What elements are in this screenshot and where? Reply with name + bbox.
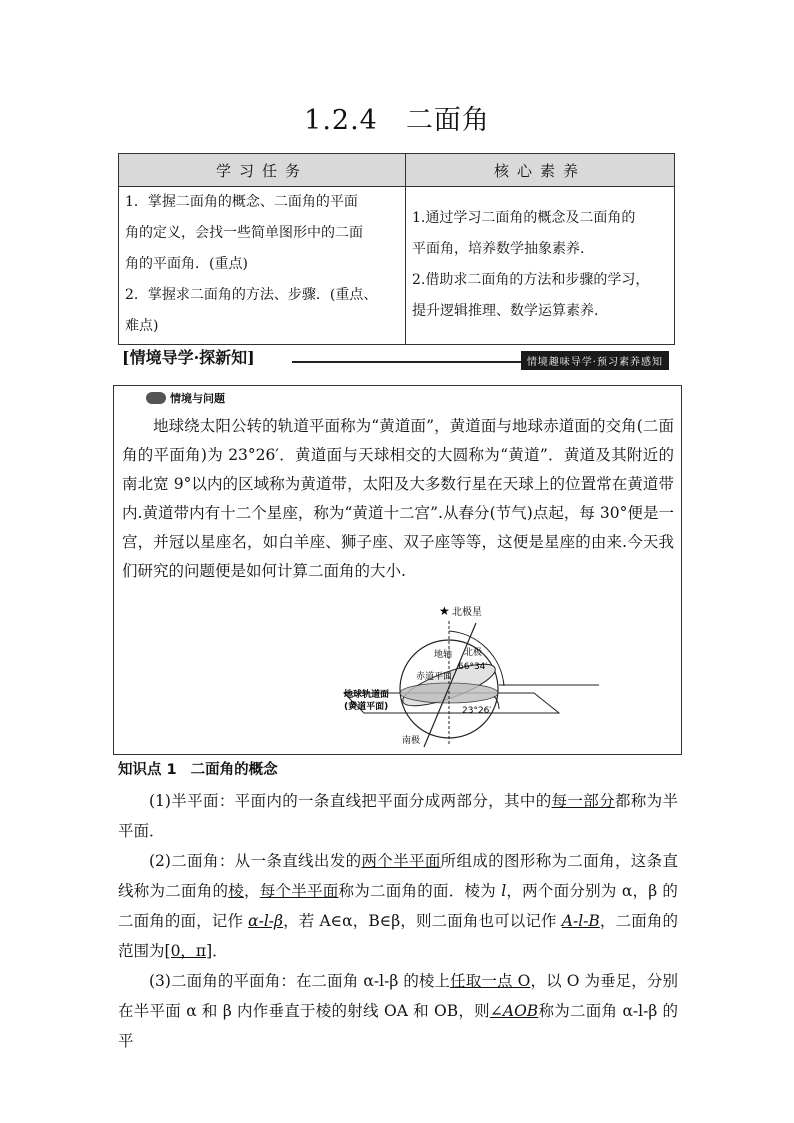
tasks-cell <box>119 187 406 345</box>
text-run: 都称为半平面． <box>118 792 678 840</box>
section-bar-tag: 情境趣味导学·预习素养感知 <box>521 351 669 370</box>
key-term: 每一部分 <box>551 792 615 810</box>
table-header-tasks: 学习任务 <box>119 154 406 187</box>
label-angle-top: 66°34′ <box>458 662 488 672</box>
task-line: 2．掌握求二面角的方法、步骤．(重点、 <box>125 287 378 303</box>
task-line: 难点) <box>125 318 159 334</box>
label-south-pole: 南极 <box>402 736 421 746</box>
label-equator-plane: 赤道平面 <box>416 672 453 682</box>
label-north-pole: 北极 <box>464 648 483 658</box>
paragraph-half-plane <box>118 786 678 846</box>
text-run: ， <box>244 882 260 900</box>
text-run: 称为二面角的面．棱为 <box>338 882 502 900</box>
label-orbit-plane-sub: (黄道平面) <box>344 702 389 712</box>
cloud-icon <box>146 392 166 404</box>
text-run: (2)二面角：从一条直线出发的 <box>149 852 362 870</box>
literacy-line: 平面角，培养数学抽象素养. <box>412 240 585 257</box>
section-bar <box>118 345 675 369</box>
label-earth-axis: 地轴 <box>434 650 453 660</box>
key-term: 任取一点 O <box>450 972 531 990</box>
text-run: (1)半平面：平面内的一条直线把平面分成两部分，其中的 <box>149 792 552 810</box>
text-run: ，若 A∈α，B∈β，则二面角也可以记作 <box>283 912 562 930</box>
text-run: (3)二面角的平面角：在二面角 α-l-β 的棱上 <box>149 972 451 990</box>
section-divider <box>292 361 525 363</box>
section-title: 二面角 <box>405 105 490 136</box>
task-line: 角的定义，会找一些简单图形中的二面 <box>125 225 363 241</box>
text-run: 所组成的图形称为二面角，这条直线称为二面角的 <box>118 852 678 900</box>
literacy-line: 提升逻辑推理、数学运算素养. <box>412 302 599 319</box>
literacy-line: 2.借助求二面角的方法和步骤的学习， <box>412 271 650 288</box>
table-header-literacy: 核心素养 <box>406 154 675 187</box>
scenario-box <box>113 385 682 755</box>
math-symbol: l <box>501 882 507 900</box>
task-line: 角的平面角．(重点) <box>125 256 248 272</box>
scenario-text: 地球绕太阳公转的轨道平面称为“黄道面”，黄道面与地球赤道面的交角(二面角的平面角)为 23°26′．黄道面与天球相交的大圆称为“黄道”．黄道及其附近的南北宽 9°以内的区域称为黄道带，太阳及大多数行星在天球上的位置常在黄道带内.黄道带内有十二个星座，称为“黄道十二宫”.从春分(节气)点起，每 30°便是一宫，并冠以星座名，如白羊座、狮子座、双子座等等，这便是星座的由来.今天我们研究的问题便是如何计算二面角的大小. <box>122 417 674 580</box>
paragraph-plane-angle <box>118 966 678 1056</box>
key-term: 每个半平面 <box>259 882 339 900</box>
text-run: ，两个面分别为 α，β 的二面角的面，记作 <box>118 882 678 930</box>
label-polaris: 北极星 <box>452 607 482 618</box>
knowledge-title: 二面角的概念 <box>190 762 278 778</box>
key-term: [0，π] <box>164 942 213 960</box>
earth-orbit-figure <box>324 601 614 751</box>
key-term: 棱 <box>228 882 244 900</box>
label-orbit-plane: 地球轨道面 <box>344 690 390 700</box>
section-number: 1.2.4 <box>304 105 378 136</box>
text-run: 称为二面角 α-l-β 的平 <box>118 1002 678 1050</box>
task-table <box>118 153 675 345</box>
text-run: ，以 O 为垂足，分别在半平面 α 和 β 内作垂直于棱的射线 OA 和 OB，则 <box>118 972 679 1020</box>
literacy-cell <box>406 187 675 345</box>
key-term: 两个半平面 <box>361 852 441 870</box>
scenario-badge-label: 情境与问题 <box>170 392 225 405</box>
scenario-badge <box>146 390 225 406</box>
section-bar-title: [情境导学·探新知] <box>122 348 255 367</box>
literacy-line: 1.通过学习二面角的概念及二面角的 <box>412 209 636 226</box>
page-title <box>0 98 794 137</box>
knowledge-heading <box>118 755 678 785</box>
key-term: A-l-B <box>561 912 600 930</box>
key-term: ∠AOB <box>489 1002 539 1020</box>
task-line: 1．掌握二面角的概念、二面角的平面 <box>125 194 358 210</box>
label-angle-bottom: 23°26′ <box>462 706 492 716</box>
key-term: α-l-β <box>248 912 284 930</box>
text-run: ，二面角的范围为 <box>118 912 678 960</box>
knowledge-label: 知识点 1 <box>118 762 177 778</box>
text-run: ． <box>212 942 228 960</box>
star-icon: ★ <box>439 604 450 618</box>
paragraph-dihedral-angle <box>118 846 678 966</box>
